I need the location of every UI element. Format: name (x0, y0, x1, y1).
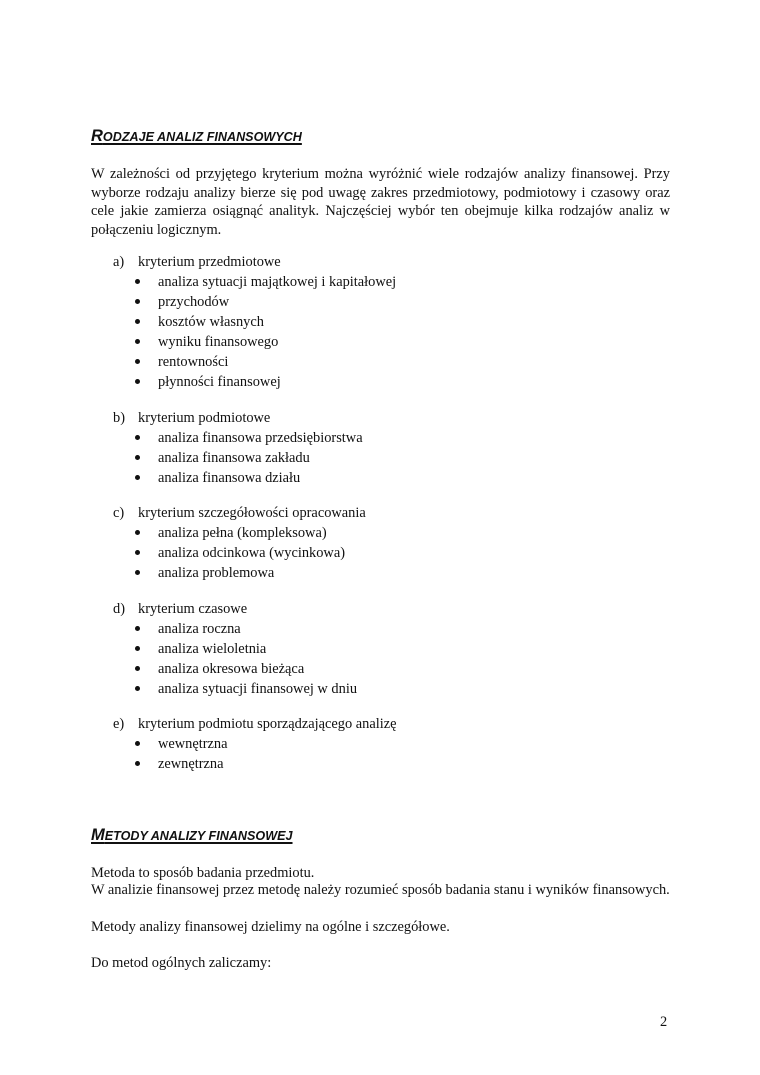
criterion-label: kryterium czasowe (138, 601, 248, 617)
criterion-label: kryterium podmiotowe (138, 410, 271, 426)
list-item-text: analiza finansowa działu (158, 470, 301, 486)
list-item-text: analiza finansowa zakładu (158, 450, 310, 466)
criterion-label: kryterium podmiotu sporządzającego analizę (138, 716, 397, 732)
list-item-text: zewnętrzna (158, 756, 224, 772)
heading-initial: R (91, 127, 103, 145)
section-heading-methods (91, 823, 293, 846)
bullet-icon (135, 279, 140, 284)
intro-paragraph: W zależności od przyjętego kryterium można wyróżnić wiele rodzajów analizy finansowej. Przy wyborze rodzaju analizy bierze się pod uwagę zakres przedmiotowy, podmiotowy i czasowy oraz cele jakie zamierza osiągnąć analityk. Najczęściej wybór ten obejmuje kilka rodzajów analiz w połączeniu logicznym. (91, 166, 670, 238)
list-item-text: kosztów własnych (158, 314, 264, 330)
list-item-text: płynności finansowej (158, 374, 281, 390)
heading-rest: ETODY ANALIZY FINANSOWEJ (104, 829, 293, 843)
list-item-text: analiza finansowa przedsiębiorstwa (158, 430, 363, 446)
criterion-label: kryterium przedmiotowe (138, 254, 281, 270)
list-item-text: analiza pełna (kompleksowa) (158, 525, 327, 541)
page-number: 2 (660, 1014, 668, 1030)
bullet-icon (135, 686, 140, 691)
general-methods-intro: Do metod ogólnych zaliczamy: (91, 955, 272, 971)
list-marker: c) (113, 505, 125, 521)
list-item-text: analiza odcinkowa (wycinkowa) (158, 545, 346, 561)
bullet-icon (135, 475, 140, 480)
method-paragraph: W analizie finansowej przez metodę należy rozumieć sposób badania stanu i wyników finansowych. (91, 882, 670, 898)
bullet-icon (135, 299, 140, 304)
bullet-icon (135, 761, 140, 766)
heading-rest: ODZAJE ANALIZ FINANSOWYCH (102, 130, 302, 144)
list-item-text: analiza roczna (158, 621, 241, 637)
bullet-icon (135, 379, 140, 384)
list-item-text: rentowności (158, 354, 229, 370)
criterion-label: kryterium szczegółowości opracowania (138, 505, 366, 521)
heading-initial: M (91, 826, 105, 844)
list-marker: a) (113, 254, 125, 270)
bullet-icon (135, 339, 140, 344)
list-marker: e) (113, 716, 125, 732)
bullet-icon (135, 359, 140, 364)
list-marker: d) (113, 601, 125, 617)
method-definition: Metoda to sposób badania przedmiotu. (91, 865, 315, 881)
bullet-icon (135, 455, 140, 460)
list-item-text: analiza problemowa (158, 565, 275, 581)
list-item-text: wyniku finansowego (158, 334, 279, 350)
list-item-text: analiza okresowa bieżąca (158, 661, 305, 677)
method-division: Metody analizy finansowej dzielimy na ogólne i szczegółowe. (91, 919, 450, 935)
bullet-icon (135, 570, 140, 575)
list-item-text: analiza wieloletnia (158, 641, 267, 657)
bullet-icon (135, 530, 140, 535)
bullet-icon (135, 626, 140, 631)
bullet-icon (135, 319, 140, 324)
section-heading-types (91, 124, 302, 147)
list-item-text: analiza sytuacji majątkowej i kapitałowej (158, 274, 397, 290)
list-item-text: analiza sytuacji finansowej w dniu (158, 681, 358, 697)
bullet-icon (135, 550, 140, 555)
bullet-icon (135, 435, 140, 440)
bullet-icon (135, 741, 140, 746)
list-item-text: wewnętrzna (158, 736, 228, 752)
bullet-icon (135, 666, 140, 671)
bullet-icon (135, 646, 140, 651)
list-marker: b) (113, 410, 125, 426)
list-item-text: przychodów (158, 294, 230, 310)
